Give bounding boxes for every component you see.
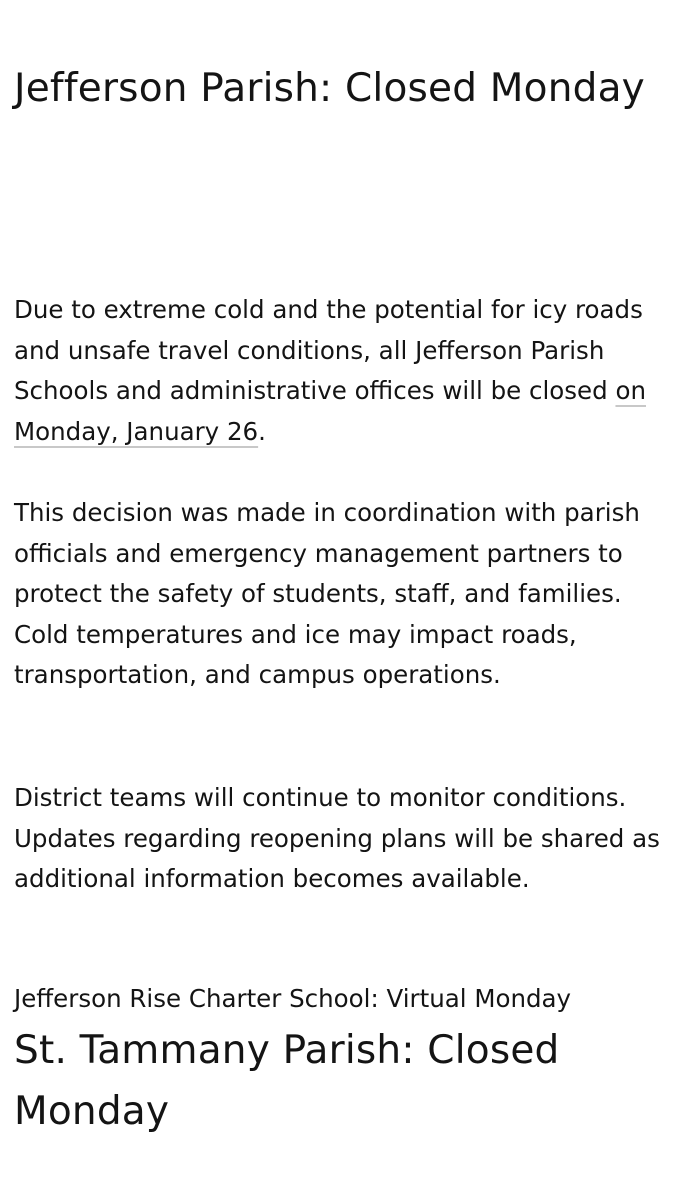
paragraph-closure-end: . [258,416,266,446]
date-link[interactable]: on Monday, January 26 [14,376,646,446]
paragraph-decision: This decision was made in coordination with parish officials and emergency management partners to protect the safety of students, staff, and families. Cold temperatures and ice may impact roads, transportation, and campus operations. [14,498,640,689]
headline-st-tammany: St. Tammany Parish: Closed Monday [14,1028,560,1134]
paragraph-closure-notice [14,290,680,452]
paragraph-updates: District teams will continue to monitor conditions. Updates regarding reopening plans will be shared as additional information becomes available. [14,783,660,893]
headline: Jefferson Parish: Closed Monday [14,66,645,111]
subheadline: Jefferson Rise Charter School: Virtual Monday [14,984,572,1013]
paragraph-closure-text: Due to extreme cold and the potential for icy roads and unsafe travel conditions, all Jefferson Parish Schools and administrative offices will be closed [14,295,643,405]
